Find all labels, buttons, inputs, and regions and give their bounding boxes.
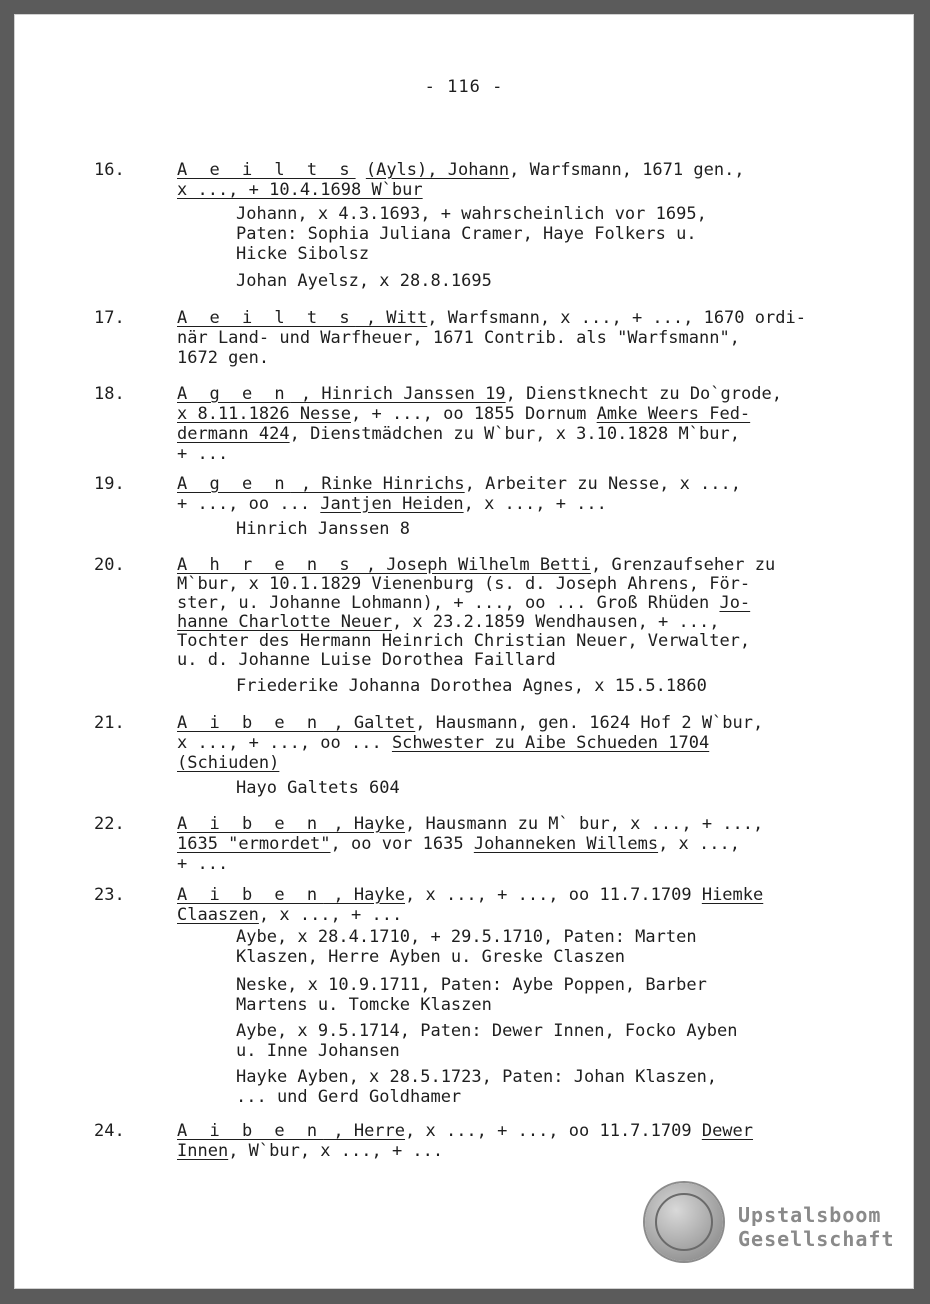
brand-line-2: Gesellschaft [738,1227,895,1251]
child-record-line: Paten: Sophia Juliana Cramer, Haye Folkers u. [236,224,697,244]
child-record-line: Johann, x 4.3.1693, + wahrscheinlich vor 1695, [236,204,707,224]
child-record-line: Aybe, x 9.5.1714, Paten: Dewer Innen, Focko Ayben [236,1021,738,1041]
text-segment: ster, u. Johanne Lohmann), + ..., oo ... Groß Rhüden [177,593,720,613]
entry-text-line [177,753,279,773]
entry-number: 23. [94,885,125,905]
text-segment: , x ..., [658,834,740,854]
entry-text-line [177,160,745,180]
text-segment: Tochter des Hermann Heinrich Christian Neuer, Verwalter, [177,631,751,651]
underlined-name: hanne Charlotte Neuer [177,612,392,632]
underlined-name: A g e n [177,384,291,404]
seal-icon [645,1183,723,1261]
text-segment: , x ..., + ... [258,905,403,925]
child-record-line: ... und Gerd Goldhamer [236,1087,462,1107]
entry-number: 21. [94,713,125,733]
underlined-name: , Hinrich Janssen 19 [290,384,506,404]
text-segment: , + ..., oo 1855 Dornum [351,404,597,424]
entry-text-line [177,180,423,200]
child-record-line: Neske, x 10.9.1711, Paten: Aybe Poppen, Barber [236,975,707,995]
entry-text-line [177,650,556,670]
entry-number: 20. [94,555,125,575]
text-segment: 1672 gen. [177,348,270,368]
child-record-line: Hayo Galtets 604 [236,778,400,798]
text-segment: , Hausmann, gen. 1624 Hof 2 W`bur, [415,713,764,733]
entry-text-line [177,631,750,651]
underlined-name: A e i l t s [177,160,356,180]
text-segment: + ... [177,854,229,874]
text-segment: , x 23.2.1859 Wendhausen, + ..., [391,612,720,632]
underlined-name: A h r e n s [177,555,356,575]
text-segment: , oo vor 1635 [330,834,474,854]
text-segment: M`bur, x 10.1.1829 Vienenburg (s. d. Joseph Ahrens, För- [177,574,751,594]
seal-ring [655,1193,713,1251]
document-page [14,14,914,1289]
entry-text-line [177,905,402,925]
entry-text-line [177,834,740,854]
underlined-name: Dewer [701,1121,754,1141]
text-segment: , W`bur, x ..., + ... [228,1141,444,1161]
underlined-name: , Galtet [323,713,416,733]
page-number: - 116 - [424,77,504,97]
underlined-name: , Rinke Hinrichs [290,474,465,494]
text-segment: , Dienstknecht zu Do`grode, [505,384,782,404]
entry-text-line [177,574,750,594]
text-segment: , Dienstmädchen zu W`bur, x 3.10.1828 M`bur, [289,424,740,444]
entry-text-line [177,384,782,404]
underlined-name: , Hayke [323,814,406,834]
brand-line-1: Upstalsboom [738,1203,882,1227]
entry-text-line [177,1141,443,1161]
entry-text-line [177,713,763,733]
child-record-line: Hicke Sibolsz [236,244,370,264]
underlined-name: Hiemke [701,885,764,905]
underlined-name: x ..., + 10.4.1698 W`bur [177,180,423,200]
entry-text-line [177,444,228,464]
child-record-line: Hayke Ayben, x 28.5.1723, Paten: Johan Klaszen, [236,1067,718,1087]
text-segment: , x ..., + ... [463,494,607,514]
child-record-line: Johan Ayelsz, x 28.8.1695 [236,271,492,291]
entry-text-line [177,494,607,514]
child-record-line: Martens u. Tomcke Klaszen [236,995,492,1015]
entry-number: 22. [94,814,125,834]
entry-text-line [177,424,740,444]
entry-text-line [177,308,806,328]
underlined-name: , Joseph Wilhelm Betti [355,555,591,575]
text-segment: , Warfsmann, 1671 gen., [509,160,745,180]
child-record-line: Klaszen, Herre Ayben u. Greske Claszen [236,947,625,967]
entry-number: 19. [94,474,125,494]
underlined-name: A e i l t s [177,308,356,328]
entry-text-line [177,814,763,834]
underlined-name: Johanneken Willems [473,834,659,854]
entry-number: 16. [94,160,125,180]
text-segment: , Grenzaufseher zu [591,555,776,575]
underlined-name: Jantjen Heiden [320,494,464,514]
text-segment: , Hausmann zu M` bur, x ..., + ..., [405,814,764,834]
text-segment: , Warfsmann, x ..., + ..., 1670 ordi- [427,308,806,328]
underlined-name: (Ayls), Johann [365,160,510,180]
entry-text-line [177,854,228,874]
entry-text-line [177,474,741,494]
text-segment: , Arbeiter zu Nesse, x ..., [464,474,741,494]
text-segment: + ... [177,444,229,464]
underlined-name: Amke Weers Fed- [596,404,751,424]
child-record-line: Hinrich Janssen 8 [236,519,410,539]
child-record-line: Friederike Johanna Dorothea Agnes, x 15.5.1860 [236,676,707,696]
child-record-line: u. Inne Johansen [236,1041,400,1061]
underlined-name: A i b e n [177,814,324,834]
text-segment: , x ..., + ..., oo 11.7.1709 [405,1121,702,1141]
entry-text-line [177,885,763,905]
underlined-name: 1635 "ermordet" [177,834,331,854]
underlined-name: Schwester zu Aibe Schueden 1704 [391,733,710,753]
underlined-name: Jo- [719,593,751,613]
entry-text-line [177,593,750,613]
underlined-name: , Herre [323,1121,406,1141]
text-segment: , x ..., + ..., oo 11.7.1709 [405,885,702,905]
underlined-name: x 8.11.1826 Nesse [177,404,351,424]
underlined-name: A i b e n [177,713,324,733]
entry-text-line [177,612,719,632]
underlined-name: Innen [177,1141,229,1161]
entry-number: 18. [94,384,125,404]
entry-text-line [177,1121,753,1141]
text-segment: u. d. Johanne Luise Dorothea Faillard [177,650,556,670]
entry-number: 17. [94,308,125,328]
underlined-name: A i b e n [177,885,324,905]
entry-number: 24. [94,1121,125,1141]
text-segment: x ..., + ..., oo ... [177,733,392,753]
text-segment: + ..., oo ... [177,494,321,514]
text-segment [356,160,366,180]
entry-text-line [177,328,740,348]
child-record-line: Aybe, x 28.4.1710, + 29.5.1710, Paten: Marten [236,927,697,947]
entry-text-line [177,348,269,368]
entry-text-line [177,555,775,575]
underlined-name: Claaszen [177,905,259,925]
brand-logo-text [738,1203,895,1251]
underlined-name: A g e n [177,474,291,494]
underlined-name: dermann 424 [177,424,290,444]
underlined-name: , Witt [355,308,428,328]
underlined-name: A i b e n [177,1121,324,1141]
entry-text-line [177,733,709,753]
underlined-name: , Hayke [323,885,406,905]
underlined-name: (Schiuden) [177,753,280,773]
entry-text-line [177,404,750,424]
text-segment: när Land- und Warfheuer, 1671 Contrib. als "Warfsmann", [177,328,740,348]
